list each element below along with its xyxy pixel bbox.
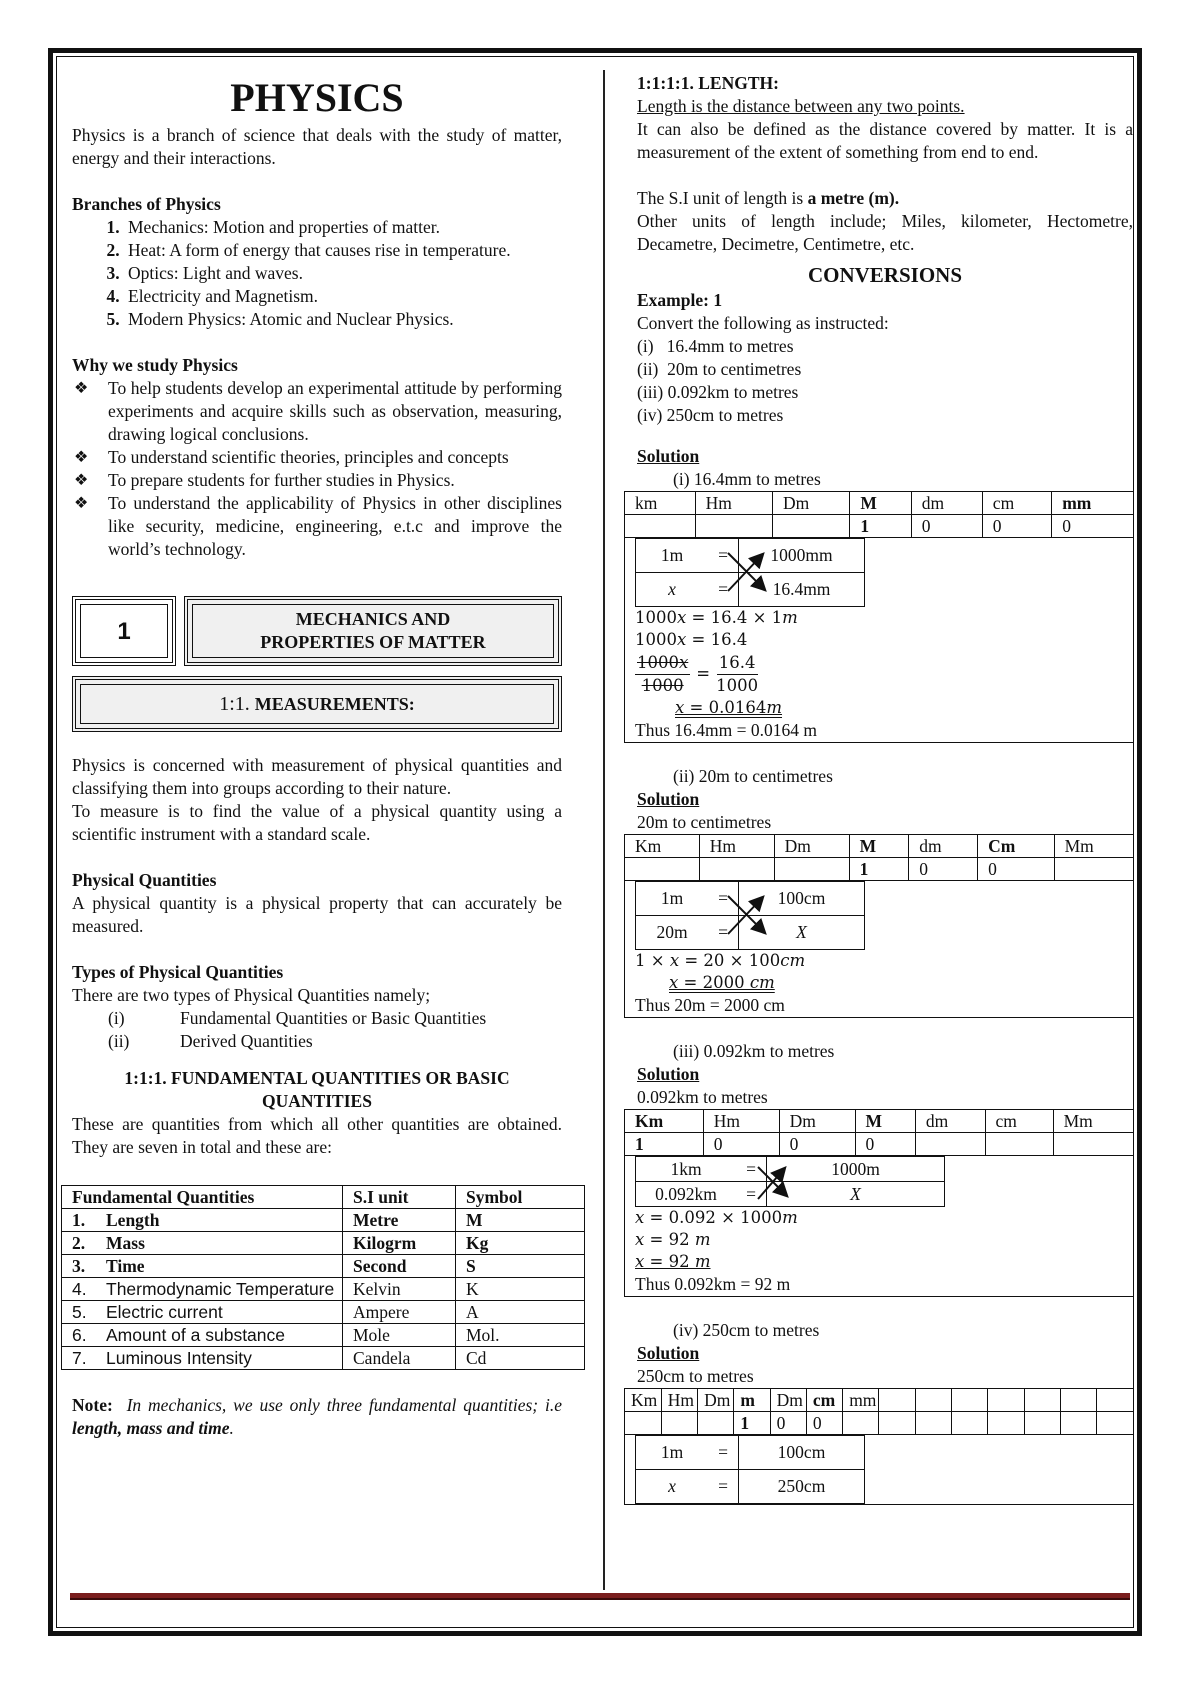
why-item: ❖ To understand scientific theories, principles and concepts <box>74 447 509 467</box>
table-row: 2. Mass Kilogrm Kg <box>62 1232 585 1255</box>
intro-text: Physics is a branch of science that deals with the study of matter, energy and their interactions. <box>72 125 562 168</box>
diamond-bullet-icon: ❖ <box>74 495 89 512</box>
table-row: 1 0 0 0 <box>625 1133 1133 1156</box>
solution-3-working: 𝑥 = 0.092 × 1000𝑚 𝑥 = 92 𝑚 𝑥 = 92 𝑚 <box>635 1208 798 1271</box>
solution-3-box <box>624 1109 1134 1297</box>
cross-multiply-2: 1m = 100cm 20m = X <box>635 881 865 950</box>
chapter-banner <box>72 596 562 666</box>
solution-3-subtitle: (iii) 0.092km to metres <box>673 1041 835 1061</box>
cross-multiply-1: 1m = 1000mm x = 16.4mm <box>635 538 865 607</box>
example-label: Example: 1 <box>637 290 723 310</box>
chapter-number: 1 <box>72 596 176 666</box>
column-divider <box>603 70 605 1590</box>
table-row: Km Hm Dm m Dm cm mm <box>625 1389 1133 1412</box>
solution-1-result: Thus 16.4mm = 0.0164 m <box>635 720 817 740</box>
cross-multiply-4: 1m = 100cm x = 250cm <box>635 1435 865 1504</box>
why-item: ❖ To prepare students for further studies in Physics. <box>74 470 455 490</box>
types-text: There are two types of Physical Quantities namely; <box>72 985 431 1005</box>
solution-4-label: Solution <box>637 1343 700 1363</box>
solution-2-label: Solution <box>637 789 700 809</box>
solution-1-subtitle: (i) 16.4mm to metres <box>673 469 821 489</box>
solution-3-result: Thus 0.092km = 92 m <box>635 1274 791 1294</box>
footer-rule <box>70 1593 1130 1600</box>
diamond-bullet-icon: ❖ <box>74 472 89 489</box>
measurements-banner: 1:1. MEASUREMENTS: <box>72 676 562 732</box>
example-item: (i) 16.4mm to metres <box>637 336 794 356</box>
note: Note: In mechanics, we use only three fundamental quantities; i.e length, mass and time. <box>72 1395 562 1438</box>
why-item: ❖ To help students develop an experimental attitude by performing experiments and acquire skills such as observation, measuring, drawing logical conclusions. <box>74 378 562 444</box>
example-items <box>637 335 1133 427</box>
why-list <box>72 377 562 561</box>
place-value-table-1 <box>625 492 1133 538</box>
cross-multiply-3: 1km = 1000m 0.092km = X <box>635 1156 945 1207</box>
branch-item: 1. Mechanics: Motion and properties of matter. <box>124 216 562 239</box>
example-item: (iv) 250cm to metres <box>637 405 784 425</box>
left-column <box>72 72 562 1440</box>
table-row: 1 0 0 <box>625 858 1133 881</box>
place-value-table-2 <box>625 835 1133 881</box>
solution-2-subtitle: (ii) 20m to centimetres <box>673 766 833 786</box>
why-heading: Why we study Physics <box>72 355 238 375</box>
table-row: 1. Length Metre M <box>62 1209 585 1232</box>
other-units: Other units of length include; Miles, kilometer, Hectometre, Decametre, Decimetre, Centimetre, etc. <box>637 211 1133 254</box>
solution-2-result: Thus 20m = 2000 cm <box>635 995 785 1015</box>
table-row: 6. Amount of a substance Mole Mol. <box>62 1324 585 1347</box>
length-definition: Length is the distance between any two points. <box>637 96 965 116</box>
measurements-para-1: Physics is concerned with measurement of physical quantities and classifying them into groups according to their nature. <box>72 755 562 798</box>
cross-arrows-icon <box>722 547 772 597</box>
solution-1-box <box>624 491 1134 743</box>
branch-item: 4. Electricity and Magnetism. <box>124 285 562 308</box>
chapter-title: MECHANICS AND PROPERTIES OF MATTER <box>184 596 562 666</box>
branch-item: 5. Modern Physics: Atomic and Nuclear Physics. <box>124 308 562 331</box>
diamond-bullet-icon: ❖ <box>74 449 89 466</box>
diamond-bullet-icon: ❖ <box>74 380 89 397</box>
solution-2-line: 20m to centimetres <box>637 812 772 832</box>
table-row: 1 0 0 <box>625 1412 1133 1435</box>
conversions-heading: CONVERSIONS <box>807 263 963 287</box>
branch-item: 2. Heat: A form of energy that causes rise in temperature. <box>124 239 562 262</box>
solution-4-subtitle: (iv) 250cm to metres <box>673 1320 820 1340</box>
table-row: 5. Electric current Ampere A <box>62 1301 585 1324</box>
solution-1-working: 1000𝑥 = 16.4 × 1𝑚 1000𝑥 = 16.4 $\frac{\text{1000𝑥}}{1000}$ = $\frac{16.4}{1000}$ 𝑥 = 0.0164𝑚 <box>635 608 798 717</box>
place-value-table-3 <box>625 1110 1133 1156</box>
branches-list <box>72 216 562 331</box>
branches-heading: Branches of Physics <box>72 194 221 214</box>
fundamental-heading: 1:1:1. FUNDAMENTAL QUANTITIES OR BASIC QUANTITIES <box>124 1068 510 1111</box>
example-instruction: Convert the following as instructed: <box>637 313 889 333</box>
table-row: Km Hm Dm M dm cm Mm <box>625 1110 1133 1133</box>
table-row: 7. Luminous Intensity Candela Cd <box>62 1347 585 1370</box>
why-item: ❖ To understand the applicability of Physics in other disciplines like security, medicine, engineering, e.t.c and improve the world’s technology. <box>74 493 562 559</box>
example-item: (ii) 20m to centimetres <box>637 359 802 379</box>
fundamental-text: These are quantities from which all other quantities are obtained. They are seven in total and these are: <box>72 1114 562 1157</box>
example-item: (iii) 0.092km to metres <box>637 382 799 402</box>
length-heading: 1:1:1:1. LENGTH: <box>637 73 779 93</box>
solution-2-box <box>624 834 1134 1018</box>
solution-1-label: Solution <box>637 446 700 466</box>
solution-4-line: 250cm to metres <box>637 1366 754 1386</box>
cross-arrows-icon <box>754 1163 794 1203</box>
table-row: km Hm Dm M dm cm mm <box>625 492 1133 515</box>
solution-3-label: Solution <box>637 1064 700 1084</box>
cross-arrows-icon <box>722 890 772 940</box>
si-unit-length: The S.I unit of length is a metre (m). <box>637 188 900 208</box>
length-definition-2: It can also be defined as the distance covered by matter. It is a measurement of the extent of something from end to end. <box>637 119 1133 162</box>
table-row: 4. Thermodynamic Temperature Kelvin K <box>62 1278 585 1301</box>
physical-quantities-text: A physical quantity is a physical property that can accurately be measured. <box>72 893 562 936</box>
branch-item: 3. Optics: Light and waves. <box>124 262 562 285</box>
table-row: 1 0 0 0 <box>625 515 1133 538</box>
solution-3-line: 0.092km to metres <box>637 1087 768 1107</box>
types-heading: Types of Physical Quantities <box>72 962 284 982</box>
place-value-table-4 <box>625 1389 1133 1435</box>
solution-2-working: 1 × 𝑥 = 20 × 100𝑐𝑚 𝑥 = 2000 𝑐𝑚 <box>635 951 806 992</box>
table-row: Km Hm Dm M dm Cm Mm <box>625 835 1133 858</box>
table-row: 3. Time Second S <box>62 1255 585 1278</box>
physical-quantities-heading: Physical Quantities <box>72 870 217 890</box>
measurements-para-2: To measure is to find the value of a physical quantity using a scientific instrument with a standard scale. <box>72 801 562 844</box>
right-column <box>631 72 1133 1505</box>
types-list: (i) Fundamental Quantities or Basic Quantities (ii) Derived Quantities <box>108 1008 487 1051</box>
solution-4-box <box>624 1388 1134 1505</box>
page-title: PHYSICS <box>230 75 404 120</box>
fundamental-quantities-table: Fundamental Quantities S.I unit Symbol 1. Length Metre M 2. Mass Kilogrm Kg 3. Time Second S 4. Thermodynamic Temperature Kelvin K 5. Electric current Ampere A 6. Amount of a substance Mole Mol. 7. Luminous Intensity Candela Cd <box>61 1185 585 1370</box>
